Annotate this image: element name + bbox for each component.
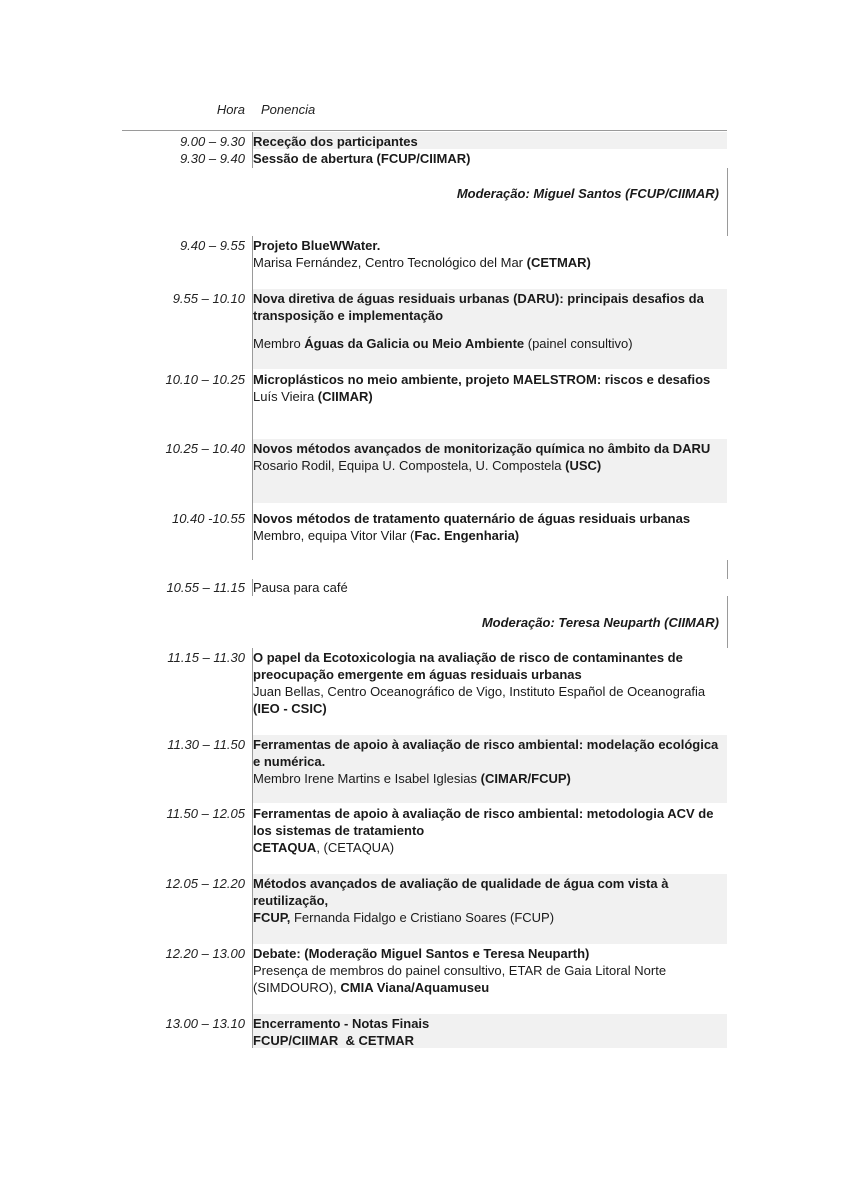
- session-title: Receção dos participantes: [253, 134, 418, 149]
- session-speaker: FCUP, Fernanda Fidalgo e Cristiano Soares (FCUP): [253, 910, 555, 925]
- session-speaker: Membro, equipa Vitor Vilar (Fac. Engenharia): [253, 528, 520, 543]
- session-time: 11.50 – 12.05: [166, 806, 245, 821]
- column-header-ponencia: Ponencia: [261, 102, 316, 117]
- session-time: 13.00 – 13.10: [165, 1016, 245, 1031]
- session-time: 9.00 – 9.30: [179, 134, 245, 149]
- session-title: Pausa para café: [253, 580, 348, 595]
- session-time: 9.40 – 9.55: [179, 238, 245, 253]
- session-title: Encerramento - Notas Finais: [253, 1016, 430, 1031]
- session-title: Microplásticos no meio ambiente, projeto MAELSTROM: riscos e desafios: [253, 372, 711, 387]
- session-time: 10.25 – 10.40: [165, 441, 245, 456]
- session-title: Sessão de abertura (FCUP/CIIMAR): [253, 151, 471, 166]
- session-title: Ferramentas de apoio à avaliação de risco ambiental: metodologia ACV de los sistemas de tratamiento: [253, 806, 714, 838]
- session-title: Debate: (Moderação Miguel Santos e Teresa Neuparth): [253, 946, 590, 961]
- session-time: 11.30 – 11.50: [167, 737, 245, 752]
- session-speaker: Marisa Fernández, Centro Tecnológico del Mar (CETMAR): [253, 255, 591, 270]
- session-title: Métodos avançados de avaliação de qualidade de água com vista à reutilização,: [253, 876, 669, 908]
- session-time: 10.10 – 10.25: [165, 372, 245, 387]
- column-divider: [727, 168, 728, 236]
- header-divider: [122, 130, 727, 131]
- moderation-label: Moderação: Teresa Neuparth (CIIMAR): [481, 615, 719, 630]
- session-time: 9.30 – 9.40: [179, 151, 245, 166]
- session-title: Ferramentas de apoio à avaliação de risco ambiental: modelação ecológica e numérica.: [253, 737, 719, 769]
- session-speaker: Luís Vieira (CIIMAR): [253, 389, 373, 404]
- session-speaker: Membro Águas da Galicia ou Meio Ambiente (painel consultivo): [253, 336, 633, 351]
- session-speaker: Membro Irene Martins e Isabel Iglesias (CIMAR/FCUP): [253, 771, 571, 786]
- session-title: O papel da Ecotoxicologia na avaliação de risco de contaminantes de preocupação emergente em águas residuais urbanas: [253, 650, 683, 682]
- session-title: Nova diretiva de águas residuais urbanas (DARU): principais desafios da transposição e implementação: [253, 291, 704, 323]
- moderation-label: Moderação: Miguel Santos (FCUP/CIIMAR): [456, 186, 719, 201]
- session-time: 11.15 – 11.30: [167, 650, 245, 665]
- column-header-hora: Hora: [216, 102, 245, 117]
- session-title: Projeto BlueWWater.: [253, 238, 381, 253]
- session-time: 9.55 – 10.10: [172, 291, 245, 306]
- session-title: Novos métodos avançados de monitorização química no âmbito da DARU: [253, 441, 711, 456]
- session-speaker: FCUP/CIIMAR & CETMAR: [253, 1033, 415, 1048]
- session-title: Novos métodos de tratamento quaternário de águas residuais urbanas: [253, 511, 691, 526]
- column-divider: [727, 560, 728, 579]
- session-speaker: Presença de membros do painel consultivo, ETAR de Gaia Litoral Norte (SIMDOURO), CMIA Viana/Aquamuseu: [253, 963, 667, 995]
- session-speaker: CETAQUA, (CETAQUA): [253, 840, 395, 855]
- column-divider: [727, 596, 728, 648]
- session-speaker: Juan Bellas, Centro Oceanográfico de Vigo, Instituto Español de Oceanografia (IEO - CSIC): [253, 684, 706, 716]
- session-time: 12.05 – 12.20: [165, 876, 245, 891]
- session-time: 10.55 – 11.15: [166, 580, 245, 595]
- session-time: 12.20 – 13.00: [165, 946, 245, 961]
- session-time: 10.40 -10.55: [171, 511, 245, 526]
- session-speaker: Rosario Rodil, Equipa U. Compostela, U. Compostela (USC): [253, 458, 602, 473]
